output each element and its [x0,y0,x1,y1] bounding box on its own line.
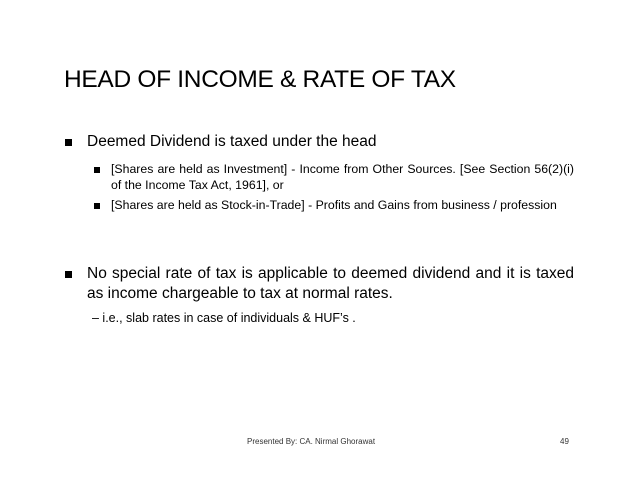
bullet-no-special-rate: No special rate of tax is applicable to deemed dividend and it is taxed as income chargeable to tax at normal rates. [87,265,574,302]
sub-bullet-square-icon [94,167,100,173]
bullet-deemed-dividend: Deemed Dividend is taxed under the head [87,133,377,150]
sub-bullet-stock-in-trade: [Shares are held as Stock-in-Trade] - Profits and Gains from business / profession [111,198,557,212]
note-slab-rates: – i.e., slab rates in case of individuals & HUF’s . [92,311,356,325]
bullet-square-icon [65,139,72,146]
page-number: 49 [560,437,569,446]
sub-bullet-investment: [Shares are held as Investment] - Income from Other Sources. [See Section 56(2)(i) of the Income Tax Act, 1961], or [111,162,574,192]
sub-bullet-square-icon [94,203,100,209]
slide-title: HEAD OF INCOME & RATE OF TAX [64,66,456,93]
bullet-square-icon [65,271,72,278]
footer-presenter: Presented By: CA. Nirmal Ghorawat [247,437,376,446]
